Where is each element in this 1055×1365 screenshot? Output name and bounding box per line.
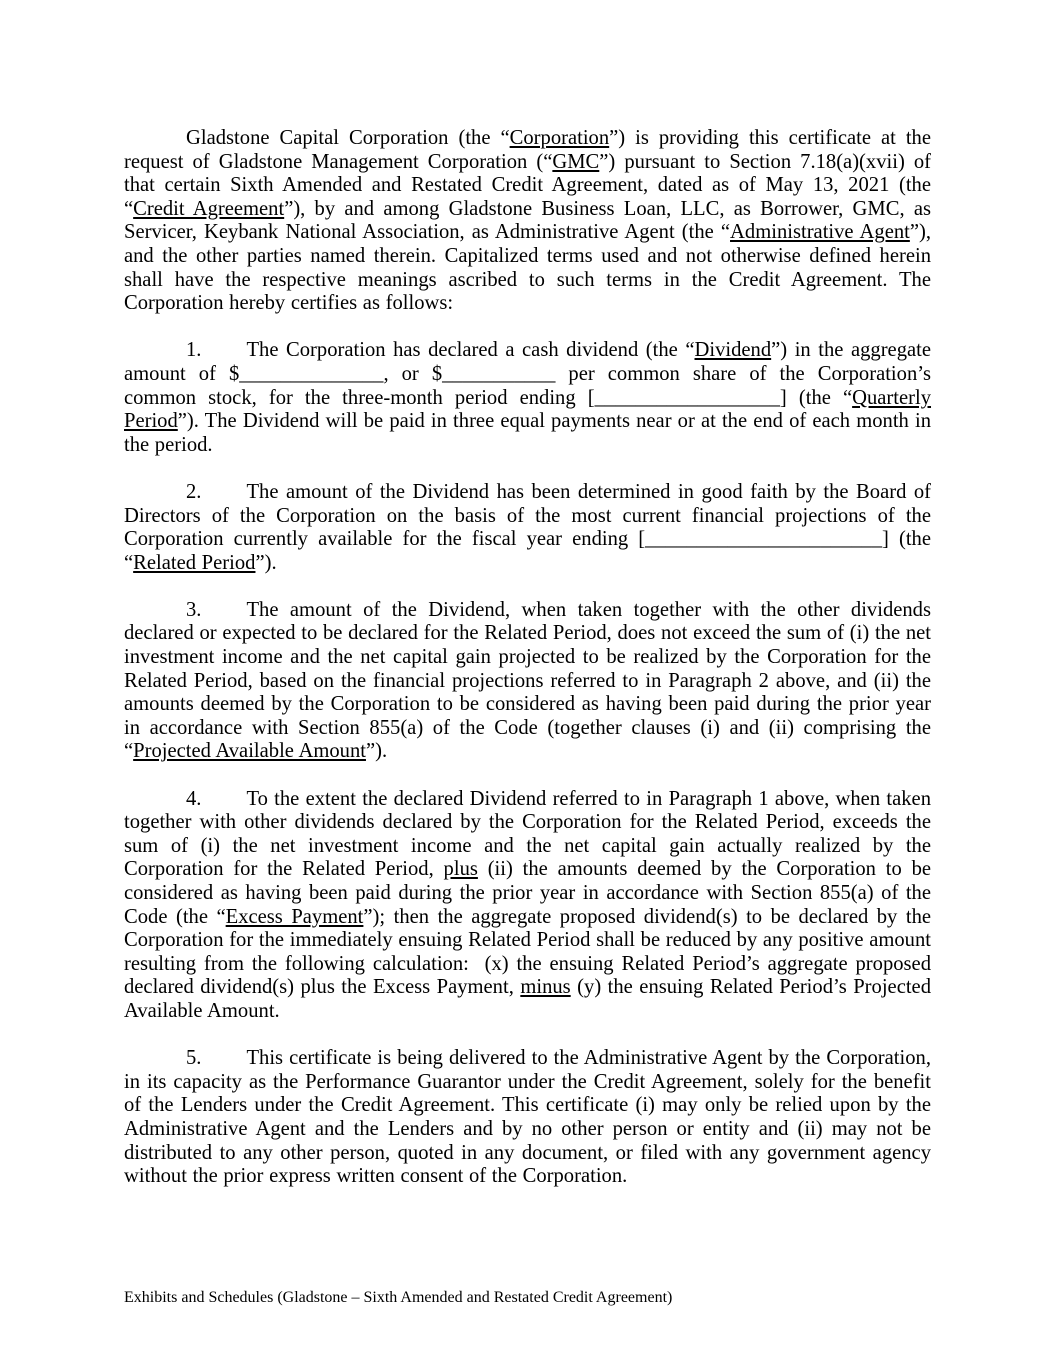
- fill-in-blank: ___________: [442, 362, 556, 385]
- paragraph-number: 3.: [186, 598, 202, 621]
- text-run: This certificate is being delivered to the Administrative Agent by the Corporation, in its capacity as the Performance Guarantor under the Credit Agreement, solely for the benefit of the Lenders under the Credit Agreement. This certificate (i) may only be relied upon by the Administrative Agent and the Lenders and by no other person or entity and (ii) may not be distributed to any other person, quoted in any document, or filed with any government agency without the prior express written consent of the Corporation.: [124, 1047, 931, 1188]
- text-run: (ii) the amounts deemed by the Corporation to be considered as having been paid during the prior year in accordance with Section 855(a) of the Code (the “: [124, 858, 932, 928]
- numbered-paragraph: [124, 1047, 931, 1189]
- defined-term: Quarterly Period: [124, 386, 932, 433]
- text-run: To the extent the declared Dividend referred to in Paragraph 1 above, when taken together with other dividends declared by the Corporation for the Related Period, exceeds the sum of (i) the net investment income and the net capital gain actually realized by the Corporation for the Related Period,: [124, 787, 931, 881]
- page-footer: Exhibits and Schedules (Gladstone – Sixth Amended and Restated Credit Agreement): [124, 1289, 673, 1306]
- numbered-paragraph: [124, 481, 931, 575]
- text-run: ”), by and among Gladstone Business Loan, LLC, as Borrower, GMC, as Servicer, Keybank National Association, as Administrative Agent (the “: [124, 197, 931, 244]
- numbered-paragraph: [124, 788, 931, 1024]
- text-run: ”) pursuant to Section 7.18(a)(xvii) of that certain Sixth Amended and Restated Credit Agreement, dated as of May 13, 2021 (the “: [124, 150, 931, 220]
- numbered-paragraph: [124, 599, 931, 764]
- defined-term: minus: [520, 976, 571, 999]
- text-run: ”).: [365, 740, 388, 763]
- text-run: ”); then the aggregate proposed dividend(s) to be declared by the Corporation for the immediately ensuing Related Period shall be reduced by any positive amount resulting from the following calculation: (x) the ensuing Related Period’s aggregate proposed declared dividend(s) plus the Excess Payment,: [124, 905, 932, 999]
- paragraph-number: 1.: [186, 339, 202, 362]
- defined-term: Projected Available Amount: [133, 740, 366, 763]
- defined-term: plus: [443, 858, 478, 881]
- defined-term: Corporation: [509, 127, 610, 149]
- text-run: Gladstone Capital Corporation (the “: [186, 127, 510, 149]
- fill-in-blank: _______________________: [645, 528, 882, 551]
- text-run: ] (the “: [124, 528, 931, 574]
- text-run: The amount of the Dividend, when taken together with the other dividends declared or expected to be declared for the Related Period, does not exceed the sum of (i) the net investment income and the net capital gain projected to be realized by the Corporation for the Related Period, based on the financial projections referred to in Paragraph 2 above, and (ii) the amounts deemed by the Corporation to be considered as having been paid during the prior year in accordance with Section 855(a) of the Code (together clauses (i) and (ii) comprising the “: [124, 598, 931, 763]
- defined-term: Excess Payment: [225, 905, 364, 928]
- document-body: [124, 127, 931, 1189]
- text-run: (y) the ensuing Related Period’s Projected Available Amount.: [124, 976, 931, 1022]
- defined-term: Dividend: [694, 339, 772, 362]
- text-run: ”).: [255, 551, 277, 574]
- fill-in-blank: ______________: [239, 362, 384, 385]
- defined-term: GMC: [552, 150, 600, 173]
- defined-term: Administrative Agent: [730, 221, 910, 244]
- text-run: , or $: [383, 362, 443, 385]
- text-run: ”), and the other parties named therein. Capitalized terms used and not otherwise defined herein shall have the respective meanings ascribed to such terms in the Credit Agreement. The Corporation hereby certifies as follows:: [124, 221, 932, 315]
- numbered-paragraph: [124, 339, 931, 457]
- text-run: The Corporation has declared a cash dividend (the “: [246, 339, 695, 362]
- text-run: ”) is providing this certificate at the request of Gladstone Management Corporation (“: [124, 127, 931, 173]
- defined-term: Related Period: [133, 551, 256, 574]
- intro-paragraph: [124, 127, 931, 316]
- paragraph-number: 4.: [186, 787, 202, 810]
- text-run: ”) in the aggregate amount of $: [124, 339, 931, 385]
- paragraph-number: 5.: [186, 1047, 202, 1070]
- text-run: ] (the “: [779, 386, 853, 409]
- defined-term: Credit Agreement: [133, 197, 285, 220]
- text-run: The amount of the Dividend has been determined in good faith by the Board of Directors of the Corporation on the basis of the most current financial projections of the Corporation currently available for the fiscal year ending [: [124, 480, 931, 551]
- paragraph-number: 2.: [186, 480, 202, 503]
- fill-in-blank: __________________: [594, 386, 780, 409]
- text-run: per common share of the Corporation’s common stock, for the three-month period ending [: [124, 362, 931, 409]
- text-run: ”). The Dividend will be paid in three equal payments near or at the end of each month in the period.: [124, 410, 931, 456]
